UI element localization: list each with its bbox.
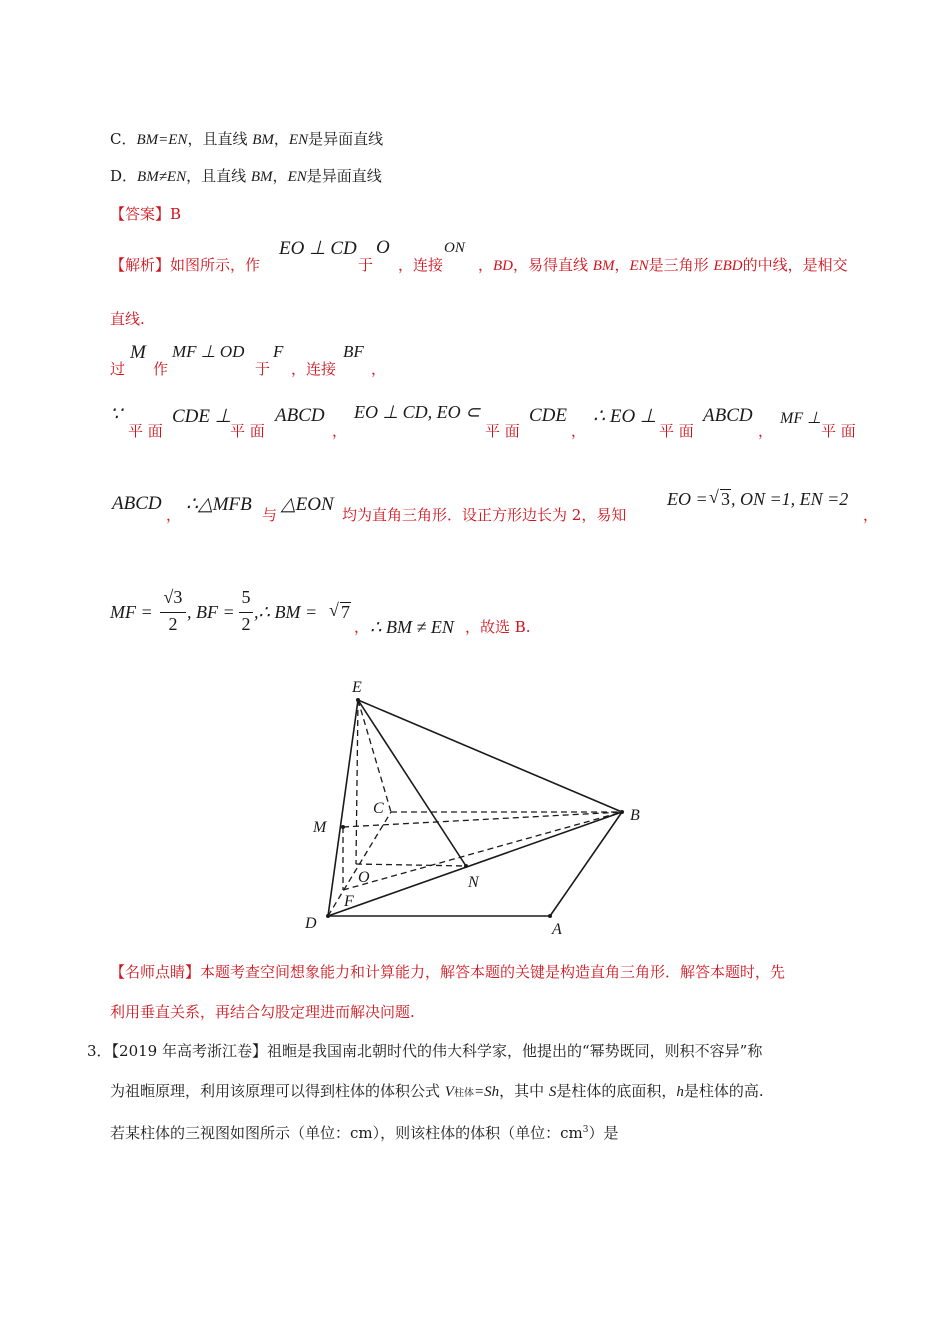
option-d-text2: ， xyxy=(272,167,288,185)
math-bd: BD xyxy=(493,258,514,274)
analysis-text-9: 直线. xyxy=(110,310,145,328)
p3-text-6: 平 面 xyxy=(659,422,694,440)
p3-math-mf-perp: MF ⊥ xyxy=(780,410,822,427)
analysis-line-1 xyxy=(110,254,260,275)
p5-math-bf: , BF = xyxy=(187,602,235,622)
option-d-text3: 是异面直线 xyxy=(306,167,382,185)
p2-math-bf: BF xyxy=(343,342,364,361)
p5-frac1-num: √3 xyxy=(163,587,183,607)
p3-math-cde: CDE xyxy=(529,405,567,426)
p4-math-on-en: , ON =1, EN =2 xyxy=(731,489,849,509)
p2-text-2: 作 xyxy=(153,360,169,378)
q3-text-2a: 为祖暅原理，利用该原理可以得到柱体的体积公式 xyxy=(110,1082,445,1100)
option-c-text: ，且直线 xyxy=(187,130,253,148)
option-d-label: D． xyxy=(110,167,138,185)
p4-math-triangle-mfb: ∴△MFB xyxy=(186,494,252,515)
edge-mb-dashed xyxy=(343,812,622,827)
math-bm: BM xyxy=(592,258,615,274)
option-d-math: BM≠EN xyxy=(137,169,187,185)
p3-text-2: 平 面 xyxy=(230,422,265,440)
p2-text-5: ， xyxy=(371,360,387,378)
q3-text-2c: ，其中 xyxy=(499,1082,549,1100)
option-c-label: C． xyxy=(110,130,137,148)
point-b xyxy=(620,810,624,814)
analysis-text-1: 如图所示，作 xyxy=(170,256,261,274)
p5-frac2-bar xyxy=(239,612,253,613)
q3-text-2d: 是柱体的底面积， xyxy=(556,1082,677,1100)
p4-math-eo: EO = xyxy=(667,489,708,509)
sqrt-sign-icon-2: √ xyxy=(329,600,339,620)
point-e xyxy=(356,698,360,702)
tip-tag: 【名师点睛】 xyxy=(110,963,201,981)
q3-math-v: V xyxy=(444,1084,454,1100)
p2-math-f: F xyxy=(273,342,284,361)
p2-text-4: ，连接 xyxy=(291,360,337,378)
p3-math-abcd-2: ABCD xyxy=(703,405,753,426)
q3-line-3 xyxy=(110,1122,619,1143)
point-a xyxy=(548,914,552,918)
p4-text-3: 均为直角三角形．设正方形边长为 2，易知 xyxy=(342,506,627,524)
analysis-text-7: 是三角形 xyxy=(648,256,714,274)
p4-math-abcd: ABCD xyxy=(112,493,162,514)
q3-math-s: S xyxy=(548,1084,557,1100)
p5-frac1-bar xyxy=(160,612,186,613)
p5-text-2: ，故选 B. xyxy=(465,618,531,636)
option-d-math3: EN xyxy=(287,169,307,185)
option-d xyxy=(110,165,382,186)
math-o: O xyxy=(376,237,390,258)
p3-math-cde-perp: CDE ⊥ xyxy=(172,406,232,427)
edge-eb xyxy=(358,700,622,812)
edge-ed xyxy=(328,700,358,916)
edge-eo-dashed xyxy=(356,700,358,864)
edge-en xyxy=(358,700,466,866)
q3-source-tag: 【2019 年高考浙江卷】 xyxy=(111,1042,267,1060)
sqrt-sign-icon: √ xyxy=(709,487,719,507)
p5-text-1: ， xyxy=(354,618,370,636)
q3-text-3a: 若某柱体的三视图如图所示（单位：cm），则该柱体的体积（单位：cm xyxy=(110,1124,583,1142)
analysis-text-4: ， xyxy=(478,256,494,274)
tip-line-1 xyxy=(110,961,785,982)
p5-math-bm: ,∴ BM = xyxy=(254,602,318,622)
p3-math-therefore-eo: ∴ EO ⊥ xyxy=(593,406,657,427)
option-c-text2: ， xyxy=(273,130,289,148)
math-en: EN xyxy=(629,258,649,274)
p3-text-5: ， xyxy=(571,422,587,440)
p4-math-triangle-eon: △EON xyxy=(281,494,334,515)
pyramid-figure xyxy=(300,672,660,942)
edge-ab xyxy=(550,812,622,916)
q3-text-1: 祖暅是我国南北朝时代的伟大科学家，他提出的“幂势既同，则积不容异”称 xyxy=(267,1042,763,1060)
point-m xyxy=(341,825,345,829)
answer-value: B xyxy=(170,205,182,223)
q3-math-h: h xyxy=(676,1084,684,1100)
p5-math-bm-ne-en: ∴ BM ≠ EN xyxy=(370,617,454,637)
p3-text-3: ， xyxy=(332,422,348,440)
p5-frac1-den: 2 xyxy=(168,614,178,634)
answer-tag: 【答案】 xyxy=(110,205,171,223)
label-b: B xyxy=(630,807,640,824)
p3-text-7: ， xyxy=(758,422,774,440)
point-d xyxy=(326,914,330,918)
option-c-math3: EN xyxy=(288,132,309,148)
q3-line-1 xyxy=(87,1040,762,1061)
tip-text-1: 本题考查空间想象能力和计算能力，解答本题的关键是构造直角三角形．解答本题时，先 xyxy=(200,963,786,981)
p2-math-m: M xyxy=(130,342,146,363)
q3-math-sh: =Sh xyxy=(473,1084,500,1100)
analysis-text-3: ，连接 xyxy=(398,256,444,274)
analysis-text-6: ， xyxy=(614,256,630,274)
analysis-line-1b xyxy=(478,254,848,275)
option-c-text3: 是异面直线 xyxy=(308,130,384,148)
q3-number: 3． xyxy=(87,1042,112,1060)
label-c: C xyxy=(373,800,384,817)
label-m: M xyxy=(313,819,327,836)
p3-text-8: 平 面 xyxy=(821,422,856,440)
p2-text-3: 于 xyxy=(255,360,271,378)
option-c-math2: BM xyxy=(252,132,274,148)
option-c xyxy=(110,128,383,149)
label-d: D xyxy=(305,915,317,932)
p3-math-eo-perp-cd: EO ⊥ CD, EO ⊂ xyxy=(354,402,481,422)
analysis-text-5: ，易得直线 xyxy=(513,256,593,274)
option-d-math2: BM xyxy=(250,169,273,185)
p2-math-mf-perp-od: MF ⊥ OD xyxy=(172,342,245,361)
p4-math-sqrt-3: 3 xyxy=(721,489,730,509)
analysis-tag: 【解析】 xyxy=(110,256,171,274)
edge-db xyxy=(328,812,622,916)
p3-because: ∵ xyxy=(110,404,123,425)
option-c-math: BM=EN xyxy=(136,132,188,148)
point-n xyxy=(464,864,468,868)
math-on: ON xyxy=(444,240,465,256)
q3-line-2 xyxy=(110,1080,764,1101)
p3-text-1: 平 面 xyxy=(128,422,163,440)
label-o: O xyxy=(358,869,370,886)
p4-text-4: ， xyxy=(863,506,879,524)
p4-text-2: 与 xyxy=(262,506,278,524)
q3-math-v-sub: 柱体 xyxy=(453,1088,474,1099)
label-f: F xyxy=(344,893,354,910)
edge-fb-dashed xyxy=(343,812,622,890)
edge-on-dashed xyxy=(356,864,466,866)
label-n: N xyxy=(468,874,479,891)
answer-line xyxy=(110,203,181,224)
math-ebd: EBD xyxy=(713,258,743,274)
p3-math-abcd: ABCD xyxy=(275,405,325,426)
p5-math-sqrt-7: 7 xyxy=(341,602,350,622)
p5-frac2-den: 2 xyxy=(241,614,251,634)
p2-text-1: 过 xyxy=(110,360,126,378)
p5-frac2-num: 5 xyxy=(241,587,251,607)
label-e: E xyxy=(352,679,362,696)
option-d-text: ，且直线 xyxy=(186,167,251,185)
math-eo-perp-cd: EO ⊥ CD xyxy=(279,238,357,259)
q3-text-3-sup: 3 xyxy=(582,1125,589,1135)
q3-text-2e: 是柱体的高. xyxy=(683,1082,764,1100)
p4-text-1: ， xyxy=(166,506,182,524)
tip-line-2: 利用垂直关系，再结合勾股定理进而解决问题. xyxy=(110,1003,415,1021)
q3-text-3b: ）是 xyxy=(588,1124,619,1142)
label-a: A xyxy=(552,921,562,938)
p3-text-4: 平 面 xyxy=(485,422,520,440)
analysis-text-8: 的中线，是相交 xyxy=(742,256,848,274)
edge-ec-dashed xyxy=(358,700,391,812)
p5-math-mf: MF = xyxy=(110,602,153,622)
analysis-text-2: 于 xyxy=(358,256,374,274)
